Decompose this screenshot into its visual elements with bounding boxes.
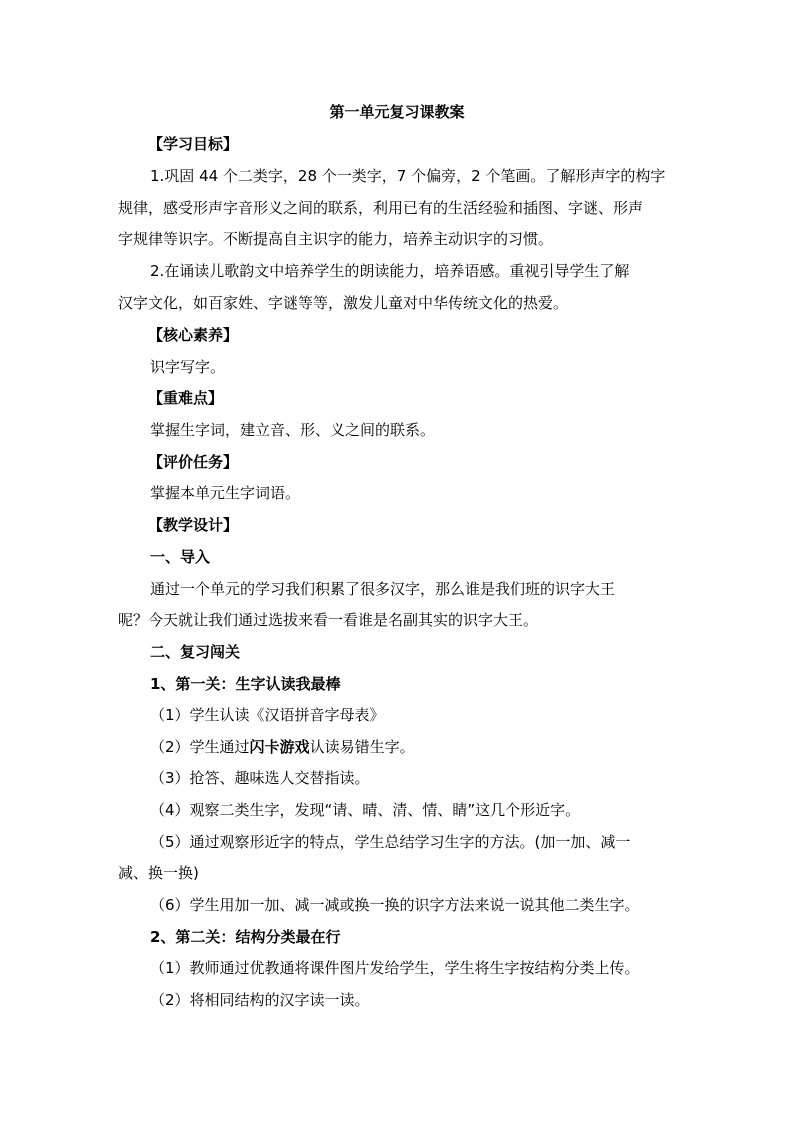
document-title: 第一单元复习课教案 (329, 103, 465, 121)
level-1-item-5-line-2: 减、换一换) (118, 864, 199, 882)
level-2-item-2: （2）将相同结构的汉字读一读。 (150, 991, 370, 1009)
level-2-item-1: （1）教师通过优教通将课件图片发给学生，学生将生字按结构分类上传。 (150, 959, 640, 977)
key-points-text: 掌握生字词，建立音、形、义之间的联系。 (150, 421, 436, 439)
objective-1-line-3: 字规律等识字。不断提高自主识字的能力，培养主动识字的习惯。 (118, 230, 554, 248)
evaluation-text: 掌握本单元生字词语。 (150, 484, 301, 502)
part-1-heading: 一、导入 (150, 548, 211, 566)
level-1-item-3: （3）抢答、趣味选人交替指读。 (150, 769, 370, 787)
intro-line-1: 通过一个单元的学习我们积累了很多汉字，那么谁是我们班的识字大王 (150, 580, 616, 598)
key-points-heading: 【重难点】 (148, 389, 224, 407)
core-heading: 【核心素养】 (148, 326, 239, 344)
level-2-heading: 2、第二关：结构分类最在行 (150, 928, 341, 946)
objectives-heading: 【学习目标】 (148, 135, 239, 153)
objective-1-line-2: 规律，感受形声字音形义之间的联系，利用已有的生活经验和插图、字谜、形声 (118, 199, 644, 217)
evaluation-heading: 【评价任务】 (148, 453, 239, 471)
level-1-item-6: （6）学生用加一加、减一减或换一换的识字方法来说一说其他二类生字。 (150, 896, 640, 914)
design-heading: 【教学设计】 (148, 516, 239, 534)
part-2-heading: 二、复习闯关 (150, 643, 241, 661)
objective-2-line-1: 2.在诵读儿歌韵文中培养学生的朗读能力，培养语感。重视引导学生了解 (150, 262, 630, 280)
level-1-item-1: （1）学生认读《汉语拼音字母表》 (150, 706, 385, 724)
level-1-item-2-suffix: 认读易错生字。 (309, 738, 415, 756)
level-1-item-5-line-1: （5）通过观察形近字的特点，学生总结学习生字的方法。(加一加、减一 (150, 833, 631, 851)
intro-line-2: 呢？今天就让我们通过选拔来看一看谁是名副其实的识字大王。 (118, 611, 539, 629)
flash-card-game-text: 闪卡游戏 (249, 738, 310, 756)
level-1-heading: 1、第一关：生字认读我最棒 (150, 675, 341, 693)
level-1-item-2-prefix: （2）学生通过 (150, 738, 250, 756)
objective-2-line-2: 汉字文化，如百家姓、字谜等等，激发儿童对中华传统文化的热爱。 (118, 294, 569, 312)
core-text: 识字写字。 (150, 358, 226, 376)
level-1-item-2 (150, 736, 415, 758)
level-1-item-4: （4）观察二类生字，发现“请、晴、清、情、睛”这几个形近字。 (150, 801, 581, 819)
objective-1-line-1: 1.巩固 44 个二类字，28 个一类字，7 个偏旁，2 个笔画。了解形声字的构字 (150, 167, 666, 185)
